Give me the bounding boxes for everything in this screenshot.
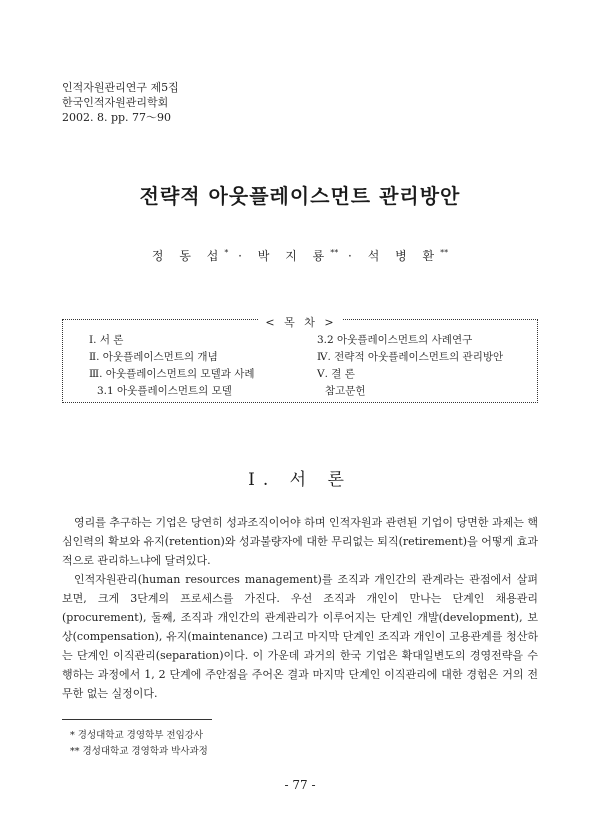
author-name: 박 지 룡: [257, 249, 331, 263]
footnote-divider: [62, 719, 212, 720]
paragraph: 영리를 추구하는 기업은 당연히 성과조직이어야 하며 인적자원과 관련된 기업이 당면한 과제는 핵심인력의 확보와 유지(retention)와 성과불량자에 대한 무리없는 퇴직(retirement)을 어떻게 효과적으로 관리하느냐에 달려있다.: [62, 516, 538, 567]
paragraph: 인적자원관리(human resources management)를 조직과 개인간의 관계라는 관점에서 살펴보면, 크게 3단계의 프로세스를 가진다. 우선 조직과 개인이 만나는 단계인 채용관리(procurement), 둘째, 조직과 개인간의 관계관리가 이루어지는 단계인 개발(development), 보상(compensation), 유지(maintenance) 그리고 마지막 단계인 조직과 개인이 고용관계를 청산하는 단계인 이직관리(separation)이다. 이 가운데 과거의 한국 기업은 확대일변도의 경영전략을 수행하는 과정에서 1, 2 단계에 주안점을 주어온 결과 마지막 단계인 이직관리에 대한 경험은 거의 전무한 없는 실정이다.: [62, 573, 538, 700]
toc-item: Ⅳ. 전략적 아웃플레이스먼트의 관리방안: [317, 351, 504, 363]
footnotes: [70, 728, 208, 760]
author-separator: ·: [238, 249, 248, 263]
toc-item: 참고문헌: [325, 385, 366, 397]
section-heading: Ⅰ. 서 론: [248, 470, 352, 490]
table-of-contents: [62, 316, 538, 403]
body-text: [62, 513, 538, 703]
toc-subitem: 3.1 아웃플레이스먼트의 모델: [97, 385, 232, 397]
toc-right-column: [317, 332, 503, 400]
author-name: 석 병 환: [367, 249, 441, 263]
toc-left-column: [89, 332, 254, 400]
journal-info: [62, 80, 179, 125]
journal-name: 인적자원관리연구 제5집: [62, 81, 179, 94]
page-number: - 77 -: [284, 778, 316, 792]
author-footnote-mark: **: [330, 248, 339, 257]
footnote: * 경성대학교 경영학부 전임강사: [70, 730, 204, 741]
footnote: ** 경성대학교 경영학과 박사과정: [70, 746, 208, 757]
author-name: 정 동 섭: [151, 249, 225, 263]
toc-heading-label: < 목 차 >: [259, 316, 342, 329]
toc-item: Ⅴ. 결 론: [317, 368, 355, 380]
toc-item: Ⅰ. 서 론: [89, 334, 124, 346]
author-footnote-mark: *: [224, 248, 229, 257]
society-name: 한국인적자원관리학회: [62, 96, 169, 109]
paper-title: 전략적 아웃플레이스먼트 관리방안: [139, 184, 461, 208]
toc-heading: [63, 311, 539, 330]
toc-subitem: 3.2 아웃플레이스먼트의 사례연구: [317, 334, 473, 346]
author-separator: ·: [348, 249, 358, 263]
toc-item: Ⅱ. 아웃플레이스먼트의 개념: [89, 351, 218, 363]
author-list: [0, 247, 600, 264]
toc-item: Ⅲ. 아웃플레이스먼트의 모델과 사례: [89, 368, 255, 380]
author-footnote-mark: **: [440, 248, 449, 257]
publication-details: 2002. 8. pp. 77～90: [62, 111, 172, 124]
